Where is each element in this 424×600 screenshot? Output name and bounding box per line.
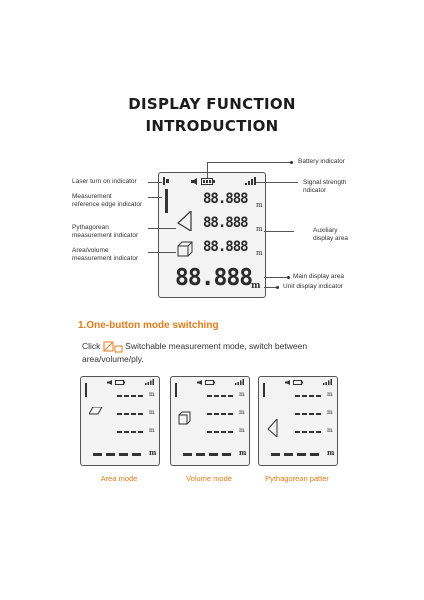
area-volume-icon bbox=[177, 241, 193, 257]
segment-dash bbox=[183, 453, 192, 456]
segment-dash bbox=[124, 431, 129, 433]
label-signal: Signal strength ndicator bbox=[303, 179, 347, 194]
section-description bbox=[82, 340, 342, 366]
speaker-icon bbox=[107, 380, 113, 385]
segment-dash bbox=[124, 413, 129, 415]
segment-dash bbox=[295, 431, 300, 433]
segment-dash bbox=[209, 453, 218, 456]
label-auxiliary: Auxiliary display area bbox=[313, 227, 349, 242]
segment-dash bbox=[309, 413, 314, 415]
segment-dash bbox=[228, 395, 233, 397]
speaker-icon bbox=[197, 380, 203, 385]
segment-dash bbox=[214, 431, 219, 433]
page-title-line2: INTRODUCTION bbox=[145, 117, 279, 135]
aux-unit: m bbox=[239, 409, 245, 416]
segment-dash bbox=[138, 395, 143, 397]
aux-unit: m bbox=[149, 409, 155, 416]
battery-icon bbox=[201, 178, 215, 185]
segment-dash bbox=[117, 395, 122, 397]
aux-unit-2: m bbox=[256, 225, 263, 233]
mode-caption-2: Volume mode bbox=[186, 474, 232, 483]
volume-icon bbox=[178, 411, 192, 425]
mode-panel-3 bbox=[258, 376, 338, 466]
segment-dash bbox=[302, 395, 307, 397]
segment-dash bbox=[207, 413, 212, 415]
segment-dash bbox=[93, 453, 102, 456]
label-unit-display: Unit display indicator bbox=[283, 283, 343, 290]
aux-unit: m bbox=[149, 391, 155, 398]
aux-unit-3: m bbox=[256, 249, 263, 257]
signal-icon bbox=[235, 379, 245, 385]
segment-dash bbox=[309, 431, 314, 433]
segment-dash bbox=[316, 413, 321, 415]
mode-button-icon bbox=[103, 341, 123, 353]
segment-dash bbox=[207, 431, 212, 433]
speaker-icon bbox=[285, 380, 291, 385]
label-battery: Battery indicator bbox=[298, 158, 345, 165]
segment-dash bbox=[131, 395, 136, 397]
speaker-icon bbox=[191, 178, 199, 185]
segment-dash bbox=[316, 395, 321, 397]
laser-icon bbox=[163, 177, 169, 185]
reference-edge-indicator bbox=[175, 383, 177, 397]
segment-dash bbox=[132, 453, 141, 456]
segment-dash bbox=[221, 395, 226, 397]
segment-dash bbox=[221, 431, 226, 433]
label-pythagorean: Pythagorean measurement indicator bbox=[72, 224, 139, 239]
segment-dash bbox=[297, 453, 306, 456]
segment-dash bbox=[316, 431, 321, 433]
mode-caption-3: Pythagorean patter bbox=[265, 474, 329, 483]
mode-panel-2 bbox=[170, 376, 250, 466]
label-laser: Laser turn on indicator bbox=[72, 178, 137, 185]
segment-dash bbox=[228, 413, 233, 415]
pythagorean-icon bbox=[267, 419, 279, 437]
pythagorean-icon bbox=[177, 211, 193, 231]
aux-unit: m bbox=[239, 391, 245, 398]
segment-dash bbox=[138, 413, 143, 415]
aux-digits-2: 88.888 bbox=[203, 215, 248, 231]
segment-dash bbox=[124, 395, 129, 397]
segment-dash bbox=[271, 453, 280, 456]
main-unit: m bbox=[149, 448, 157, 457]
segment-dash bbox=[106, 453, 115, 456]
segment-dash bbox=[138, 431, 143, 433]
segment-dash bbox=[228, 431, 233, 433]
segment-dash bbox=[214, 413, 219, 415]
main-unit: m bbox=[251, 281, 261, 291]
section-heading: 1.One-button mode switching bbox=[78, 320, 219, 331]
segment-dash bbox=[295, 395, 300, 397]
aux-digits-1: 88.888 bbox=[203, 191, 248, 207]
aux-unit: m bbox=[327, 391, 333, 398]
signal-icon bbox=[145, 379, 155, 385]
mode-caption-1: Area mode bbox=[100, 474, 138, 483]
segment-dash bbox=[222, 453, 231, 456]
signal-icon bbox=[245, 177, 259, 185]
segment-dash bbox=[117, 431, 122, 433]
reference-edge-indicator bbox=[165, 189, 168, 213]
segment-dash bbox=[119, 453, 128, 456]
reference-edge-indicator bbox=[263, 383, 265, 397]
desc-click: Click bbox=[82, 341, 101, 351]
segment-dash bbox=[131, 431, 136, 433]
label-area-volume: Area/volume measurement indicator bbox=[72, 247, 139, 262]
battery-icon bbox=[293, 380, 303, 385]
aux-unit-1: m bbox=[256, 201, 263, 209]
aux-digits-3: 88.888 bbox=[203, 239, 248, 255]
segment-dash bbox=[117, 413, 122, 415]
label-main-display: Main display area bbox=[293, 273, 344, 280]
segment-dash bbox=[207, 395, 212, 397]
battery-icon bbox=[115, 380, 125, 385]
signal-icon bbox=[323, 379, 333, 385]
main-digits: 88.888 bbox=[175, 265, 253, 291]
page-title-line1: DISPLAY FUNCTION bbox=[128, 95, 296, 113]
segment-dash bbox=[284, 453, 293, 456]
segment-dash bbox=[221, 413, 226, 415]
lcd-main-display bbox=[158, 172, 266, 298]
segment-dash bbox=[295, 413, 300, 415]
segment-dash bbox=[310, 453, 319, 456]
mode-panel-1 bbox=[80, 376, 160, 466]
segment-dash bbox=[131, 413, 136, 415]
aux-unit: m bbox=[149, 427, 155, 434]
main-unit: m bbox=[239, 448, 247, 457]
segment-dash bbox=[302, 413, 307, 415]
segment-dash bbox=[214, 395, 219, 397]
area-icon bbox=[89, 407, 103, 415]
label-reference: Measurement reference edge indicator bbox=[72, 193, 143, 208]
desc-text: Switchable measurement mode, switch between area/volume/ply. bbox=[82, 341, 308, 364]
aux-unit: m bbox=[327, 409, 333, 416]
reference-edge-indicator bbox=[85, 383, 87, 397]
segment-dash bbox=[309, 395, 314, 397]
aux-unit: m bbox=[239, 427, 245, 434]
aux-unit: m bbox=[327, 427, 333, 434]
battery-icon bbox=[205, 380, 215, 385]
main-unit: m bbox=[327, 448, 335, 457]
segment-dash bbox=[196, 453, 205, 456]
segment-dash bbox=[302, 431, 307, 433]
